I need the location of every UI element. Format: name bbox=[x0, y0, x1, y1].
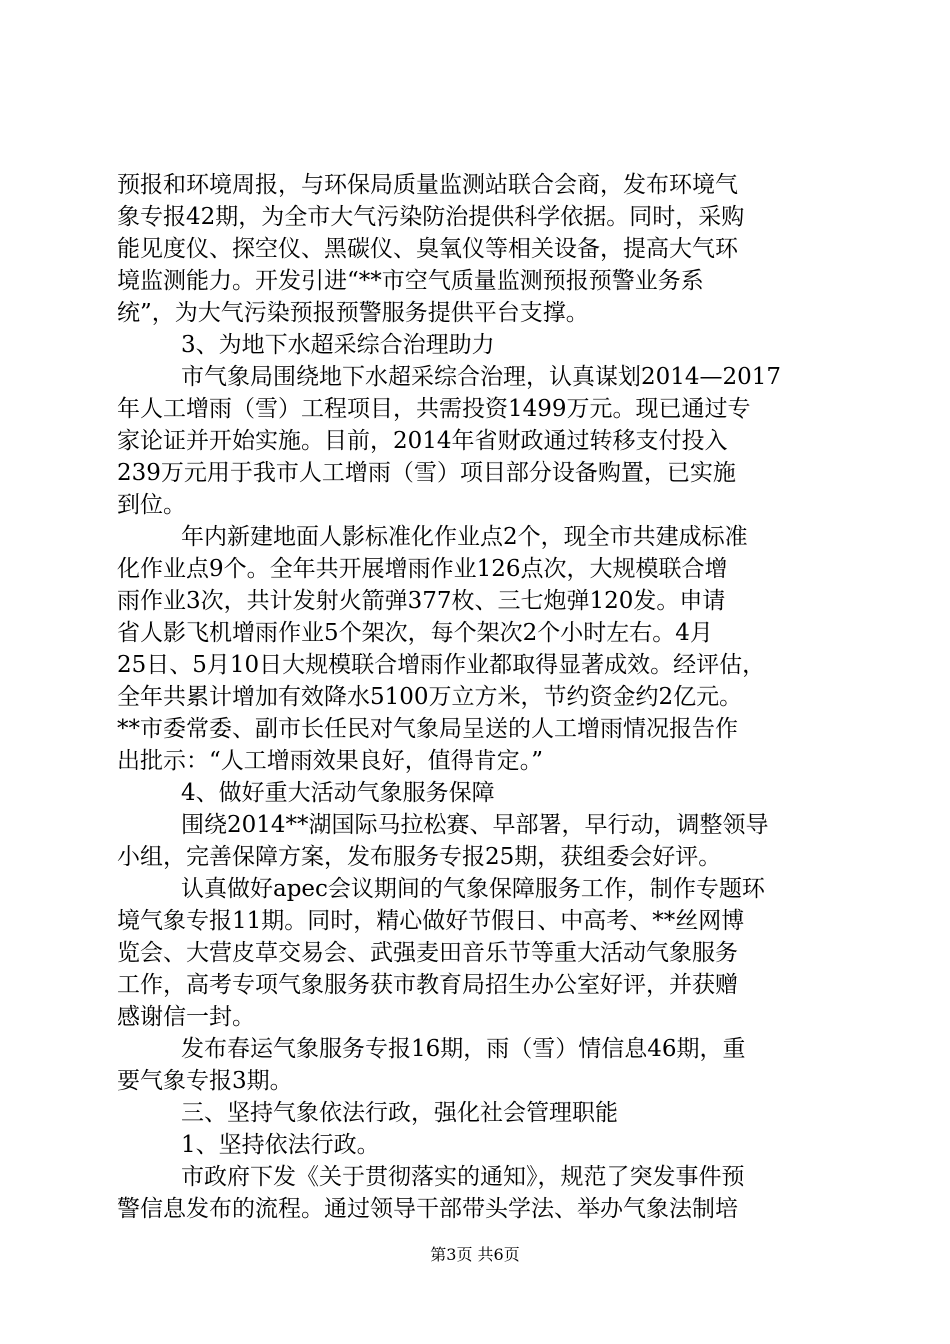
text-line: 统”，为大气污染预报预警服务提供平台支撑。 bbox=[117, 300, 589, 326]
text-line: 感谢信一封。 bbox=[117, 1004, 255, 1030]
text-line: 围绕2014**湖国际马拉松赛、早部署，早行动，调整领导 bbox=[181, 812, 769, 838]
text-line: 239万元用于我市人工增雨（雪）项目部分设备购置，已实施 bbox=[117, 460, 736, 486]
text-line: 象专报42期，为全市大气污染防治提供科学依据。同时，采购 bbox=[117, 204, 745, 230]
paragraph bbox=[117, 873, 833, 1033]
paragraph bbox=[117, 809, 833, 873]
document-body bbox=[117, 169, 833, 1225]
text-line: 三、坚持气象依法行政，强化社会管理职能 bbox=[181, 1100, 618, 1126]
text-line: 境监测能力。开发引进“**市空气质量监测预报预警业务系 bbox=[117, 268, 704, 294]
text-line: 市气象局围绕地下水超采综合治理，认真谋划2014—2017 bbox=[181, 364, 782, 390]
text-line: 境气象专报11期。同时，精心做好节假日、中高考、**丝网博 bbox=[117, 908, 745, 934]
text-line: 发布春运气象服务专报16期，雨（雪）情信息46期，重 bbox=[181, 1036, 746, 1062]
text-line: 能见度仪、探空仪、黑碳仪、臭氧仪等相关设备，提高大气环 bbox=[117, 236, 738, 262]
text-line: 出批示：“人工增雨效果良好，值得肯定。” bbox=[117, 748, 544, 774]
text-line: 家论证并开始实施。目前，2014年省财政通过转移支付投入 bbox=[117, 428, 728, 454]
text-line: 年人工增雨（雪）工程项目，共需投资1499万元。现已通过专 bbox=[117, 396, 751, 422]
text-line: 到位。 bbox=[117, 492, 186, 518]
text-line: 警信息发布的流程。通过领导干部带头学法、举办气象法制培 bbox=[117, 1196, 738, 1222]
text-line: 要气象专报3期。 bbox=[117, 1068, 293, 1094]
text-line: **市委常委、副市长任民对气象局呈送的人工增雨情况报告作 bbox=[117, 716, 738, 742]
paragraph bbox=[117, 329, 833, 361]
text-line: 25日、5月10日大规模联合增雨作业都取得显著成效。经评估， bbox=[117, 652, 766, 678]
text-line: 预报和环境周报，与环保局质量监测站联合会商，发布环境气 bbox=[117, 172, 738, 198]
text-line: 1、坚持依法行政。 bbox=[181, 1132, 380, 1158]
text-line: 化作业点9个。全年共开展增雨作业126点次，大规模联合增 bbox=[117, 556, 728, 582]
text-line: 年内新建地面人影标准化作业点2个，现全市共建成标准 bbox=[181, 524, 748, 550]
text-line: 工作，高考专项气象服务获市教育局招生办公室好评，并获赠 bbox=[117, 972, 738, 998]
text-line: 省人影飞机增雨作业5个架次，每个架次2个小时左右。4月 bbox=[117, 620, 713, 646]
paragraph bbox=[117, 1097, 833, 1129]
text-line: 认真做好apec会议期间的气象保障服务工作，制作专题环 bbox=[181, 876, 765, 902]
text-line: 4、做好重大活动气象服务保障 bbox=[181, 780, 495, 806]
paragraph bbox=[117, 1161, 833, 1225]
paragraph bbox=[117, 1129, 833, 1161]
text-line: 全年共累计增加有效降水5100万立方米，节约资金约2亿元。 bbox=[117, 684, 743, 710]
page-footer: 第3页 共6页 bbox=[430, 1245, 520, 1264]
paragraph bbox=[117, 521, 833, 777]
text-line: 3、为地下水超采综合治理助力 bbox=[181, 332, 495, 358]
text-line: 小组，完善保障方案，发布服务专报25期，获组委会好评。 bbox=[117, 844, 722, 870]
paragraph bbox=[117, 1033, 833, 1097]
paragraph bbox=[117, 361, 833, 521]
paragraph bbox=[117, 777, 833, 809]
text-line: 览会、大营皮草交易会、武强麦田音乐节等重大活动气象服务 bbox=[117, 940, 738, 966]
text-line: 雨作业3次，共计发射火箭弹377枚、三七炮弹120发。申请 bbox=[117, 588, 726, 614]
paragraph bbox=[117, 169, 833, 329]
text-line: 市政府下发《关于贯彻落实的通知》，规范了突发事件预 bbox=[181, 1164, 745, 1190]
